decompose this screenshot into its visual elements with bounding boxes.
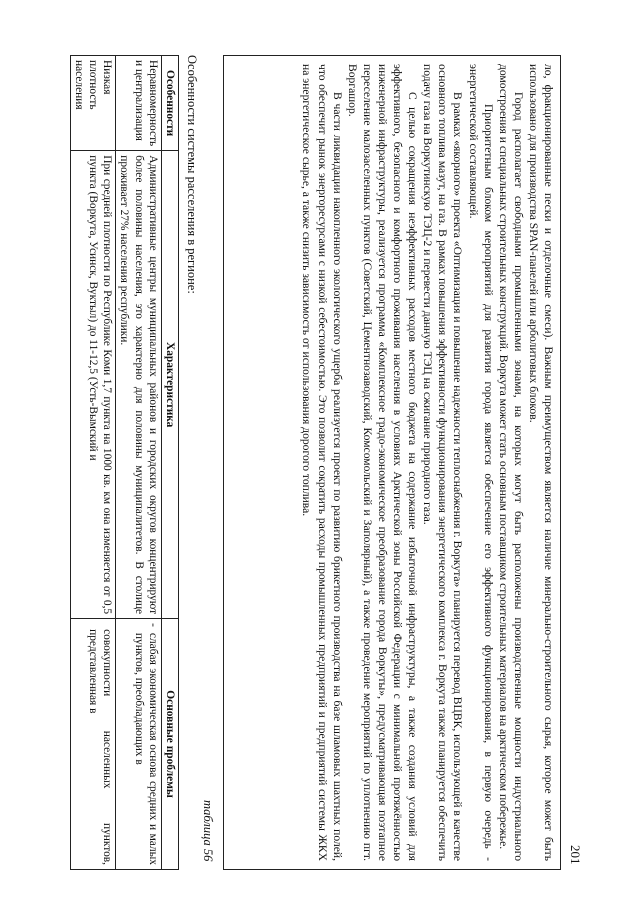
settlement-table	[70, 55, 179, 870]
page-number: 201	[568, 845, 583, 865]
characteristic-cell: При средней плотности по Республике Коми 1,7 пункта на 1000 кв. км она изменяется от 0,5 пункта (Воркута, Усинск, Вуктыл) до 11-12,5 (Усть-Вымский и	[70, 151, 116, 619]
paragraph: Город располагает свободными промышленными зонами, на которых могут быть расположены производственные мощности индустриального домостроения и специальных строительных конструкций. Воркута может стать основным поставщиком строительных материалов на арктическом побережье.	[496, 64, 525, 861]
table-header-row	[161, 56, 178, 870]
feature-cell: Низкая плотность населения	[70, 56, 116, 151]
dash-marker: -	[146, 623, 159, 627]
problem-cell	[70, 619, 116, 870]
table-title: Особенности системы расселения в регионе:	[185, 55, 199, 294]
paragraph: В части ликвидации накопленного экологического ущерба реализуется проект по развитию брикетного производства на базе шламовых шахтных полей, что обеспечит рынок энергоресурсами с низкой себестоимостью. Это позволит сократить расходы промышленных предприятий и предприятий системы ЖКХ на энергетическое сырье, а также снизить зависимость от использования дорогого топлива.	[300, 64, 344, 861]
feature-cell: Неравномерность и централизация	[116, 56, 162, 151]
text-frame	[223, 55, 561, 870]
table-row	[116, 56, 162, 870]
paragraph: Приоритетным блоком мероприятий для развития города является обеспечение его эффективного функционирования, в первую очередь - энергетической составляющей.	[466, 64, 495, 861]
paragraph: С целью сокращения неэффективных расходов местного бюджета на содержание избыточной инфраструктуры, а также создания условий для эффективного, безопасного и комфортного проживания населения в условиях Арктической зоны Российской Федерации с минимальной протяжённостью инженерной инфраструктуры, реализуется программа «Комплексное градо-экономическое преобразование города Воркуты», предусматривающая поэтапное переселение малозаселенных пунктов (Советский, Цементнозаводский, Комсомольский и Заполярный), а также проведение мероприятий по уплотнению пгт. Воргашор.	[345, 64, 420, 861]
column-header: Основные проблемы	[161, 619, 178, 870]
problem-cell	[116, 619, 162, 870]
rotated-page-content	[35, 55, 595, 905]
table-number: таблица 56	[201, 800, 215, 862]
problem-text: слабая экономическая основа средних и малых пунктов, преобладающих в	[132, 632, 159, 865]
table-row	[70, 56, 116, 870]
column-header: Особенности	[161, 56, 178, 151]
problem-text: совокупности населенных пунктов, представленная в	[86, 629, 114, 865]
paragraph: В рамках «якорного» проекта «Оптимизация и повышение надежности теплоснабжения г. Воркута» планируется перевод ВЦВК, использующей в качестве основного топлива мазут, на газ. В рамках повышения эффективности функционирования энергетического комплекса г. Воркута также планируется обеспечить подачу газа на Воркутинскую ТЭЦ-2 и перевести данную ТЭЦ на сжигание природного газа.	[421, 64, 465, 861]
paragraph: ло, фракционированные пески и отделочные смеси). Важным преимуществом является наличие минерально-строительного сырья, которое может быть использовано для производства SPAN-панелей или арболитовых блоков.	[526, 64, 555, 861]
column-header: Характеристика	[161, 151, 178, 619]
characteristic-cell: Административные центры муниципальных районов и городских округов концентрируют более половины населения, это характерно для половины муниципалитетов. В столице проживает 27% населения республики.	[116, 151, 162, 619]
